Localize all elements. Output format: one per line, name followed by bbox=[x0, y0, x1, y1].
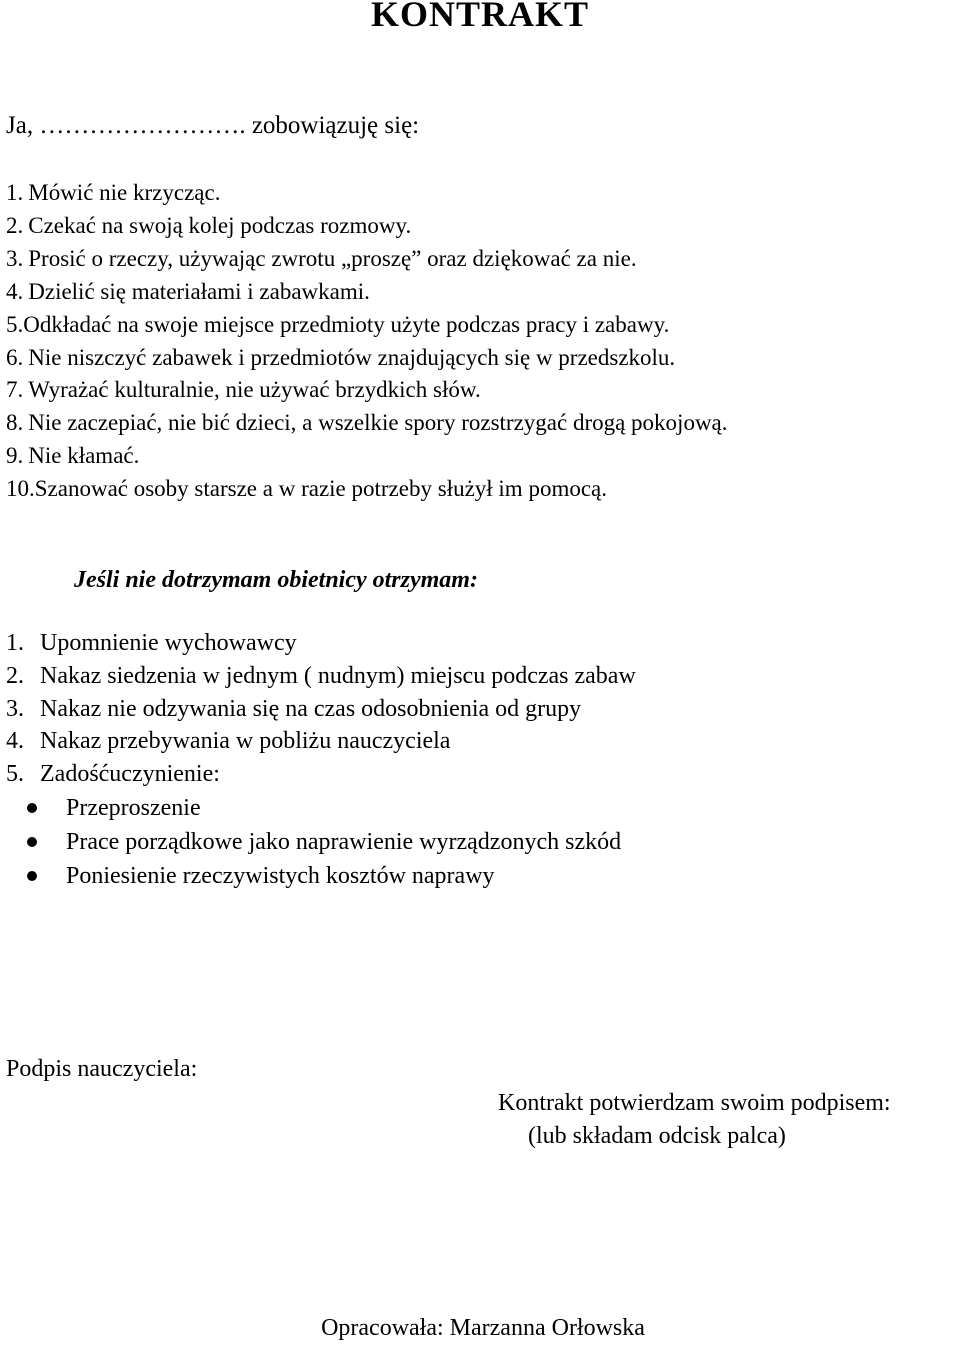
consequence-text: Nakaz przebywania w pobliżu nauczyciela bbox=[40, 728, 451, 755]
pledge-item bbox=[6, 177, 728, 210]
child-signature-line: Kontrakt potwierdzam swoim podpisem: bbox=[498, 1090, 891, 1116]
consequence-number: 4. bbox=[6, 728, 24, 755]
pledge-text: Odkładać na swoje miejsce przedmioty użyte podczas pracy i zabawy. bbox=[23, 311, 670, 337]
document-title: KONTRAKT bbox=[370, 0, 590, 34]
child-signature-block bbox=[498, 1087, 891, 1153]
pledge-item bbox=[6, 243, 728, 276]
pledge-number: 8. bbox=[6, 410, 24, 436]
pledge-number: 2. bbox=[6, 212, 24, 238]
consequence-item bbox=[6, 660, 636, 693]
pledge-item bbox=[6, 374, 728, 407]
consequence-item bbox=[6, 627, 636, 660]
remedy-item bbox=[24, 791, 621, 825]
bullet-icon bbox=[27, 871, 37, 881]
pledge-text: Czekać na swoją kolej podczas rozmowy. bbox=[28, 212, 412, 238]
bullet-icon bbox=[27, 803, 37, 813]
pledge-number: 1. bbox=[6, 180, 24, 205]
pledge-text: Nie kłamać. bbox=[28, 443, 140, 469]
pledge-number: 5. bbox=[6, 311, 24, 337]
pledge-text: Nie zaczepiać, nie bić dzieci, a wszelkie spory rozstrzygać drogą pokojową. bbox=[28, 410, 728, 436]
teacher-signature-label: Podpis nauczyciela: bbox=[6, 1056, 198, 1082]
remedy-text: Prace porządkowe jako naprawienie wyrządzonych szkód bbox=[66, 829, 622, 855]
pledge-number: 4. bbox=[6, 278, 24, 304]
pledge-item bbox=[6, 407, 728, 440]
consequence-item bbox=[6, 725, 636, 758]
consequence-number: 5. bbox=[6, 761, 24, 788]
consequence-text: Nakaz siedzenia w jednym ( nudnym) miejscu podczas zabaw bbox=[40, 662, 636, 689]
consequence-text: Upomnienie wychowawcy bbox=[40, 630, 297, 656]
child-signature-note: (lub składam odcisk palca) bbox=[528, 1123, 786, 1149]
pledge-text: Dzielić się materiałami i zabawkami. bbox=[28, 278, 370, 304]
pledge-text: Wyrażać kulturalnie, nie używać brzydkich słów. bbox=[28, 377, 481, 403]
pledge-list bbox=[6, 177, 728, 506]
pledge-number: 6. bbox=[6, 344, 24, 370]
consequence-number: 1. bbox=[6, 630, 24, 656]
consequence-text: Nakaz nie odzywania się na czas odosobnienia od grupy bbox=[40, 695, 582, 722]
pledge-item bbox=[6, 309, 728, 342]
remedy-text: Przeproszenie bbox=[66, 795, 201, 821]
remedy-item bbox=[24, 825, 621, 859]
pledge-item bbox=[6, 440, 728, 473]
pledge-item bbox=[6, 210, 728, 243]
consequence-text: Zadośćuczynienie: bbox=[40, 761, 220, 788]
consequence-list bbox=[6, 627, 636, 791]
pledge-number: 7. bbox=[6, 377, 24, 403]
remedy-list bbox=[24, 791, 621, 893]
consequence-item bbox=[6, 693, 636, 726]
pledge-text: Prosić o rzeczy, używając zwrotu „proszę” oraz dziękować za nie. bbox=[28, 245, 637, 271]
pledge-number: 9. bbox=[6, 443, 24, 469]
pledge-item bbox=[6, 342, 728, 375]
consequence-item bbox=[6, 758, 636, 791]
consequence-number: 2. bbox=[6, 662, 24, 689]
pledge-text: Nie niszczyć zabawek i przedmiotów znajdujących się w przedszkolu. bbox=[28, 344, 676, 370]
remedy-item bbox=[24, 859, 621, 893]
pledge-number: 3. bbox=[6, 245, 24, 271]
author-credit: Opracowała: Marzanna Orłowska bbox=[321, 1315, 645, 1341]
consequence-heading: Jeśli nie dotrzymam obietnicy otrzymam: bbox=[74, 567, 478, 593]
bullet-icon bbox=[27, 837, 37, 847]
intro-line: Ja, ……………………. zobowiązuję się: bbox=[6, 112, 420, 139]
pledge-text: Mówić nie krzycząc. bbox=[28, 180, 221, 205]
pledge-item bbox=[6, 276, 728, 309]
pledge-text: Szanować osoby starsze a w razie potrzeby służył im pomocą. bbox=[34, 476, 607, 502]
consequence-number: 3. bbox=[6, 695, 24, 722]
pledge-number: 10. bbox=[6, 476, 35, 502]
remedy-text: Poniesienie rzeczywistych kosztów naprawy bbox=[66, 863, 495, 889]
pledge-item bbox=[6, 473, 728, 506]
